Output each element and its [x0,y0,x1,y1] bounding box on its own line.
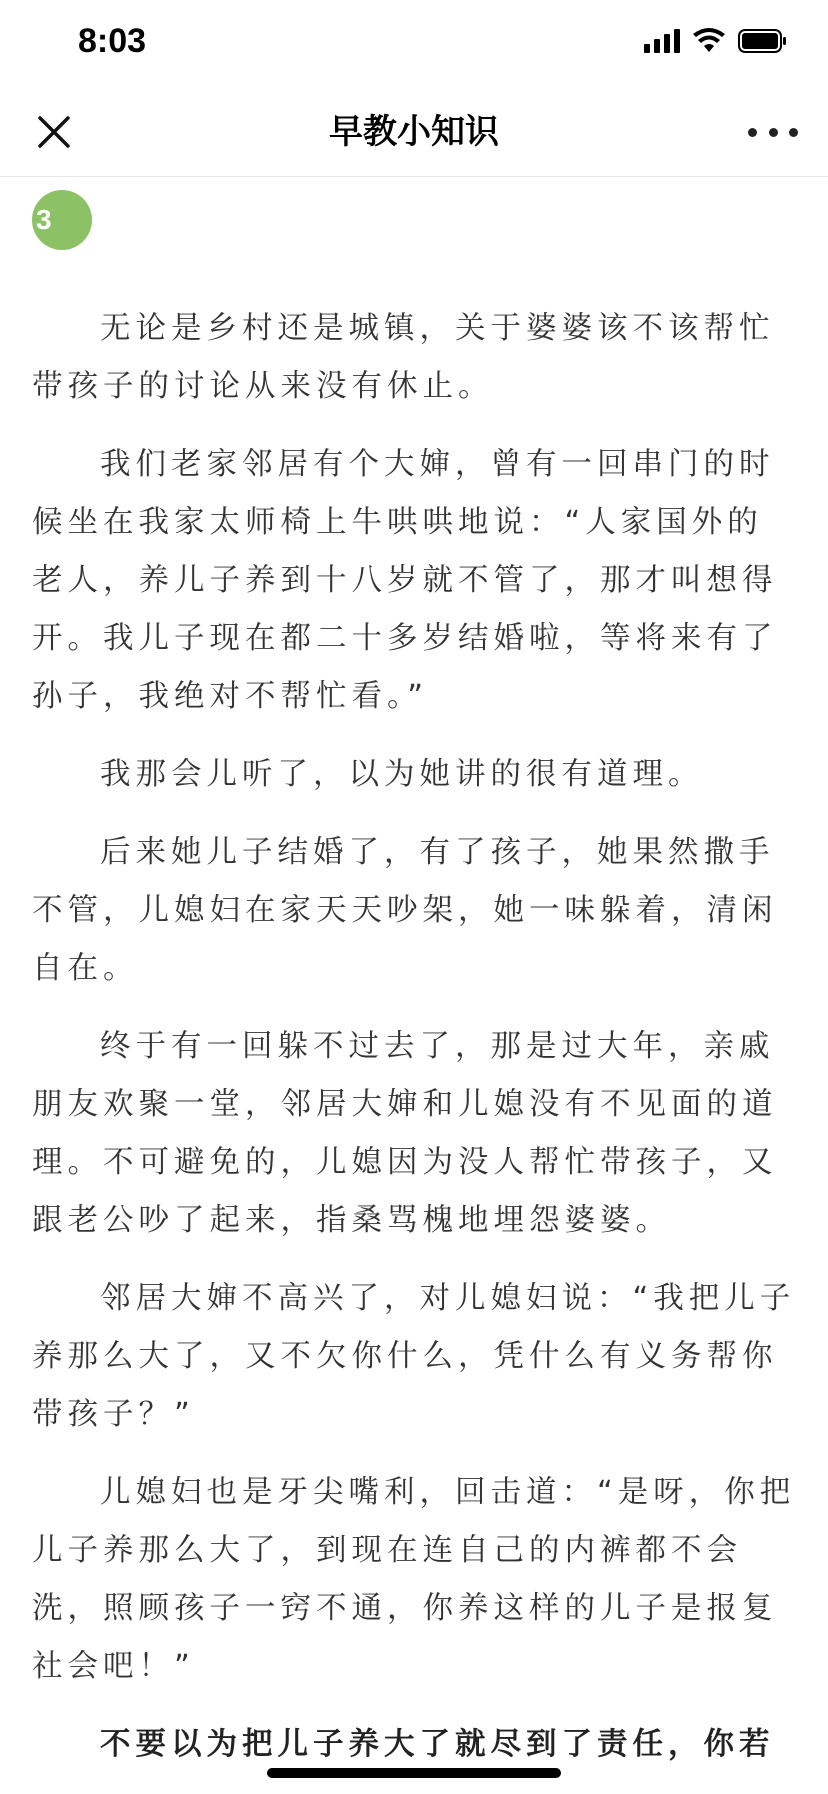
battery-icon [738,28,788,54]
status-icons [644,28,788,54]
article-paragraph: 儿媳妇也是牙尖嘴利，回击道：“是呀，你把儿子养那么大了，到现在连自己的内裤都不会洗，照顾孩子一窍不通，你养这样的儿子是报复社会吧！” [32,1475,796,1684]
more-button[interactable] [748,118,798,146]
more-icon [748,128,757,137]
section-number-badge: 3 [32,190,92,250]
article-paragraph: 邻居大婶不高兴了，对儿媳妇说：“我把儿子养那么大了，又不欠你什么，凭什么有义务帮你带孩子？” [32,1281,796,1432]
status-time: 8:03 [78,22,147,60]
article-paragraph: 我那会儿听了，以为她讲的很有道理。 [100,757,704,792]
home-indicator[interactable] [267,1768,561,1778]
cellular-signal-icon [644,29,680,53]
page-title: 早教小知识 [329,112,499,152]
wifi-icon [692,28,726,54]
article-paragraph: 后来她儿子结婚了，有了孩子，她果然撒手不管，儿媳妇在家天天吵架，她一味躲着，清闲自在。 [32,835,778,986]
nav-bar [0,88,828,177]
article-paragraph: 无论是乡村还是城镇，关于婆婆该不该帮忙带孩子的讨论从来没有休止。 [32,311,775,404]
article-paragraph-emphasis: 不要以为把儿子养大了就尽到了责任，你若 [100,1727,775,1762]
status-bar [0,0,828,88]
article-paragraph: 我们老家邻居有个大婶，曾有一回串门的时候坐在我家太师椅上牛哄哄地说：“人家国外的老人，养儿子养到十八岁就不管了，那才叫想得开。我儿子现在都二十多岁结婚啦，等将来有了孙子，我绝对不帮忙看。” [32,447,778,714]
article-paragraph: 终于有一回躲不过去了，那是过大年，亲戚朋友欢聚一堂，邻居大婶和儿媳没有不见面的道理。不可避免的，儿媳因为没人帮忙带孩子，又跟老公吵了起来，指桑骂槐地埋怨婆婆。 [32,1029,778,1238]
article-body [32,300,796,1794]
